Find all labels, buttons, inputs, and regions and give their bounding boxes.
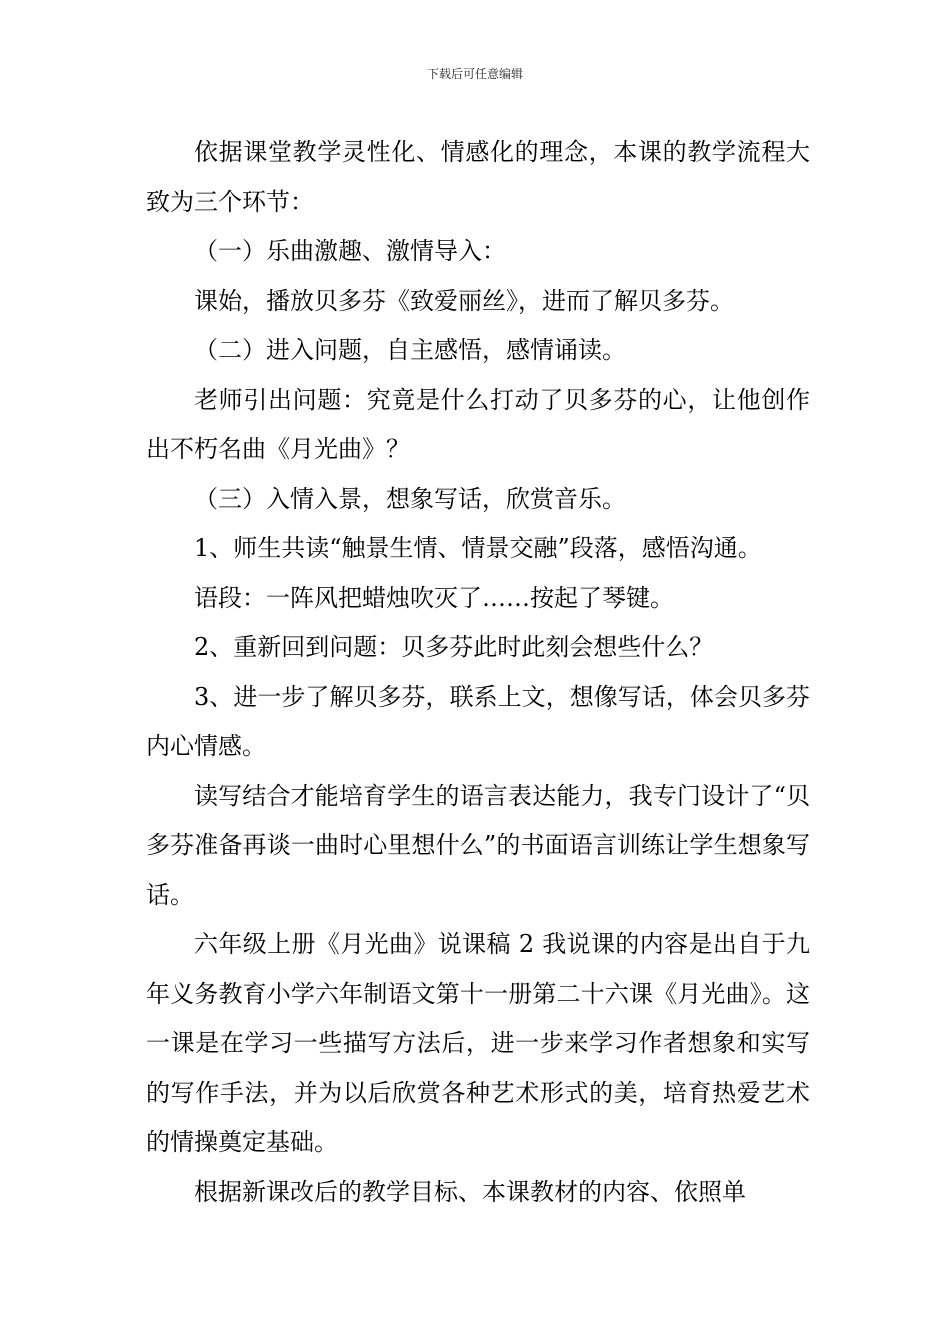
paragraph-step-one-content: 课始，播放贝多芬《致爱丽丝》，进而了解贝多芬。 xyxy=(194,286,734,315)
paragraph-step-three-item-3: 3、进一步了解贝多芬，联系上文，想像写话，体会贝多芬内心情感。 xyxy=(146,682,810,760)
paragraph-teaching-concept: 依据课堂教学灵性化、情感化的理念，本课的教学流程大致为三个环节： xyxy=(146,138,810,216)
paragraph-excerpt: 语段：一阵风把蜡烛吹灭了……按起了琴键。 xyxy=(194,583,674,612)
paragraph-step-two-heading: （二）进入问题，自主感悟，感情诵读。 xyxy=(194,336,626,364)
paragraph-step-three-item-1: 1、师生共读“触景生情、情景交融”段落，感悟沟通。 xyxy=(194,534,762,562)
paragraph-step-one-heading: （一）乐曲激趣、激情导入： xyxy=(194,237,506,265)
paragraph-teaching-goals: 根据新课改后的教学目标、本课教材的内容、依照单 xyxy=(194,1177,746,1206)
paragraph-step-two-content: 老师引出问题：究竟是什么打动了贝多芬的心，让他创作出不朽名曲《月光曲》？ xyxy=(146,385,810,463)
paragraph-step-three-item-2: 2、重新回到问题：贝多芬此时此刻会想些什么？ xyxy=(194,633,714,661)
paragraph-step-three-heading: （三）入情入景，想象写话，欣赏音乐。 xyxy=(194,484,626,513)
paragraph-reading-writing: 读写结合才能培育学生的语言表达能力，我专门设计了“贝多芬准备再谈一曲时心里想什么”的书面语言训练让学生想象写话。 xyxy=(146,781,810,909)
document-body xyxy=(146,128,810,1217)
page-header: 下载后可任意编辑 xyxy=(426,67,523,81)
paragraph-lesson-two-intro: 六年级上册《月光曲》说课稿 2 我说课的内容是出自于九年义务教育小学六年制语文第十一册第二十六课《月光曲》。这一课是在学习一些描写方法后，进一步来学习作者想象和实写的写作手法，并为以后欣赏各种艺术形式的美，培育热爱艺术的情操奠定基础。 xyxy=(146,930,810,1156)
